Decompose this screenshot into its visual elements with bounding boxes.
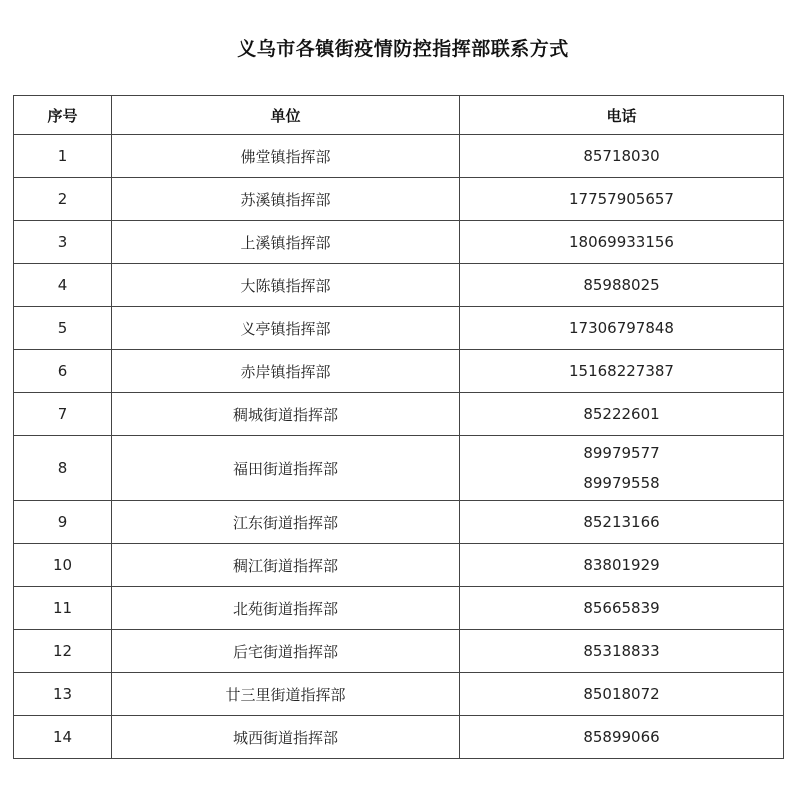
phone-number: 17306797848 (569, 319, 674, 337)
phone-number: 85222601 (583, 405, 660, 423)
table-row (14, 264, 784, 307)
page-title: 义乌市各镇街疫情防控指挥部联系方式 (237, 38, 569, 60)
header-phone: 电话 (460, 96, 784, 135)
cell-phone (460, 501, 784, 544)
cell-unit: 稠城街道指挥部 (112, 393, 460, 436)
table-row (14, 716, 784, 759)
cell-phone (460, 673, 784, 716)
cell-phone (460, 307, 784, 350)
cell-no: 6 (14, 350, 112, 393)
cell-unit: 廿三里街道指挥部 (112, 673, 460, 716)
cell-unit: 佛堂镇指挥部 (112, 135, 460, 178)
cell-unit: 北苑街道指挥部 (112, 587, 460, 630)
cell-no: 1 (14, 135, 112, 178)
cell-phone (460, 350, 784, 393)
table-row (14, 587, 784, 630)
cell-no: 3 (14, 221, 112, 264)
cell-no: 13 (14, 673, 112, 716)
cell-no: 5 (14, 307, 112, 350)
cell-no: 11 (14, 587, 112, 630)
table-row (14, 350, 784, 393)
cell-phone (460, 135, 784, 178)
table-row (14, 501, 784, 544)
table-row (14, 221, 784, 264)
table-row (14, 630, 784, 673)
cell-unit: 大陈镇指挥部 (112, 264, 460, 307)
cell-phone (460, 436, 784, 501)
table-row (14, 436, 784, 501)
table-row (14, 307, 784, 350)
table-row (14, 135, 784, 178)
table-row (14, 393, 784, 436)
phone-number: 85665839 (583, 599, 660, 617)
cell-phone (460, 264, 784, 307)
header-no: 序号 (14, 96, 112, 135)
table-body (14, 135, 784, 759)
cell-no: 12 (14, 630, 112, 673)
cell-phone (460, 630, 784, 673)
cell-phone (460, 544, 784, 587)
phone-number: 89979558 (583, 474, 660, 492)
cell-unit: 赤岸镇指挥部 (112, 350, 460, 393)
table-row (14, 544, 784, 587)
phone-number: 85018072 (583, 685, 660, 703)
table-header-row (14, 96, 784, 135)
phone-number: 15168227387 (569, 362, 674, 380)
cell-phone (460, 587, 784, 630)
cell-phone (460, 393, 784, 436)
cell-no: 8 (14, 436, 112, 501)
cell-unit: 上溪镇指挥部 (112, 221, 460, 264)
header-unit: 单位 (112, 96, 460, 135)
phone-number: 83801929 (583, 556, 660, 574)
phone-number: 85988025 (583, 276, 660, 294)
phone-number: 85213166 (583, 513, 660, 531)
cell-unit: 江东街道指挥部 (112, 501, 460, 544)
cell-phone (460, 178, 784, 221)
cell-no: 14 (14, 716, 112, 759)
phone-number: 89979577 (583, 444, 660, 462)
cell-unit: 稠江街道指挥部 (112, 544, 460, 587)
cell-no: 4 (14, 264, 112, 307)
cell-no: 10 (14, 544, 112, 587)
contact-table (13, 95, 784, 759)
phone-number: 17757905657 (569, 190, 674, 208)
phone-number: 18069933156 (569, 233, 674, 251)
cell-no: 2 (14, 178, 112, 221)
table-row (14, 178, 784, 221)
cell-unit: 福田街道指挥部 (112, 436, 460, 501)
phone-number: 85899066 (583, 728, 660, 746)
cell-unit: 义亭镇指挥部 (112, 307, 460, 350)
cell-unit: 苏溪镇指挥部 (112, 178, 460, 221)
cell-no: 9 (14, 501, 112, 544)
cell-phone (460, 716, 784, 759)
cell-phone (460, 221, 784, 264)
table-row (14, 673, 784, 716)
cell-unit: 后宅街道指挥部 (112, 630, 460, 673)
cell-unit: 城西街道指挥部 (112, 716, 460, 759)
phone-number: 85318833 (583, 642, 660, 660)
phone-number: 85718030 (583, 147, 660, 165)
cell-no: 7 (14, 393, 112, 436)
